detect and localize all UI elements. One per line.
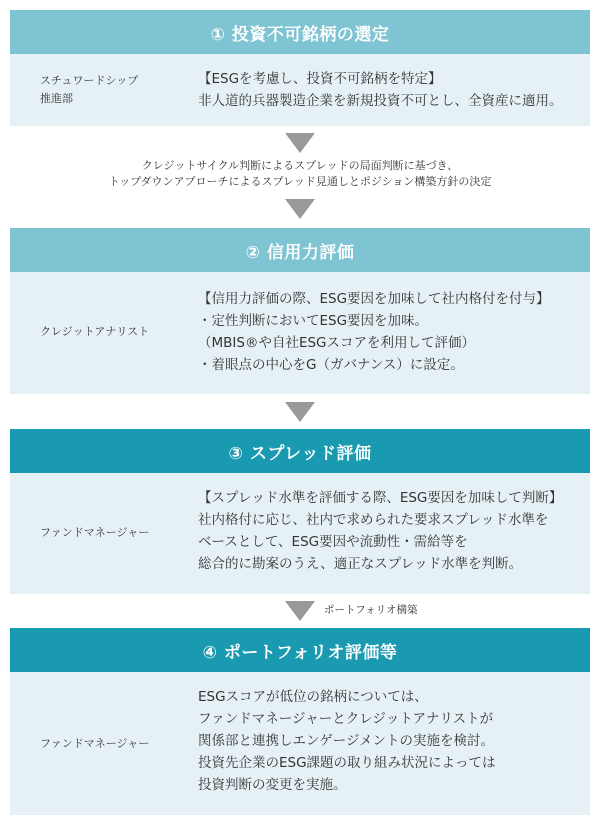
step-4-line: ファンドマネージャーとクレジットアナリストが	[198, 711, 494, 727]
step-3-4-note: ポートフォリオ構築	[324, 604, 418, 616]
step-2-header	[10, 228, 590, 272]
flow-arrow	[285, 402, 315, 422]
step-2-line: 【信用力評価の際、ESG要因を加味して社内格付を付与】	[198, 291, 550, 307]
step-2-title: ② 信用力評価	[245, 242, 355, 263]
step-4-header	[10, 628, 590, 672]
step-2-line: ・着眼点の中心をG（ガバナンス）に設定。	[198, 357, 464, 373]
step-3-line: 総合的に勘案のうえ、適正なスプレッド水準を判断。	[198, 556, 523, 572]
step-1-line: 【ESGを考慮し、投資不可銘柄を特定】	[198, 71, 442, 87]
step-4-line: ESGスコアが低位の銘柄については、	[198, 689, 428, 705]
step-2-panel	[10, 272, 590, 394]
step-1-panel	[10, 54, 590, 126]
step-4-panel	[10, 672, 590, 815]
step-3-description	[198, 487, 562, 575]
step-4-title: ④ ポートフォリオ評価等	[202, 642, 398, 663]
step-3-line: 【スプレッド水準を評価する際、ESG要因を加味して判断】	[198, 490, 563, 506]
flow-arrow	[285, 133, 315, 153]
step-1-description	[198, 68, 563, 112]
step-2-line: （MBIS®や自社ESGスコアを利用して評価）	[198, 335, 476, 351]
step-3-line: ベースとして、ESG要因や流動性・需給等を	[198, 534, 468, 550]
flow-arrow	[285, 199, 315, 219]
step-1-line: 非人道的兵器製造企業を新規投資不可とし、全資産に適用。	[198, 93, 563, 109]
step-3-header	[10, 429, 590, 473]
step-2-description	[198, 288, 550, 376]
step-2-line: ・定性判断においてESG要因を加味。	[198, 313, 429, 329]
step-1-title: ① 投資不可銘柄の選定	[210, 24, 390, 45]
step-2-role: クレジットアナリスト	[40, 325, 150, 338]
step-3-title: ③ スプレッド評価	[228, 443, 372, 464]
step-4-line: 投資先企業のESG課題の取り組み状況によっては	[198, 755, 496, 771]
step-3-panel	[10, 473, 590, 594]
flow-arrow	[285, 601, 315, 621]
step-1-header	[10, 10, 590, 54]
note-line: トップダウンアプローチによるスプレッド見通しとポジション構築方針の決定	[108, 175, 492, 188]
step-3-role: ファンドマネージャー	[40, 526, 150, 539]
step-4-line: 投資判断の変更を実施。	[198, 777, 347, 793]
step-4-role: ファンドマネージャー	[40, 737, 150, 750]
step-4-description	[198, 686, 496, 796]
step-3-line: 社内格付に応じ、社内で求められた要求スプレッド水準を	[198, 512, 549, 528]
step-1-role: スチュワードシップ 推進部	[40, 74, 139, 105]
step-1-2-note	[0, 158, 600, 190]
note-line: クレジットサイクル判断によるスプレッドの局面判断に基づき、	[141, 159, 459, 172]
step-4-line: 関係部と連携しエンゲージメントの実施を検討。	[198, 733, 495, 749]
